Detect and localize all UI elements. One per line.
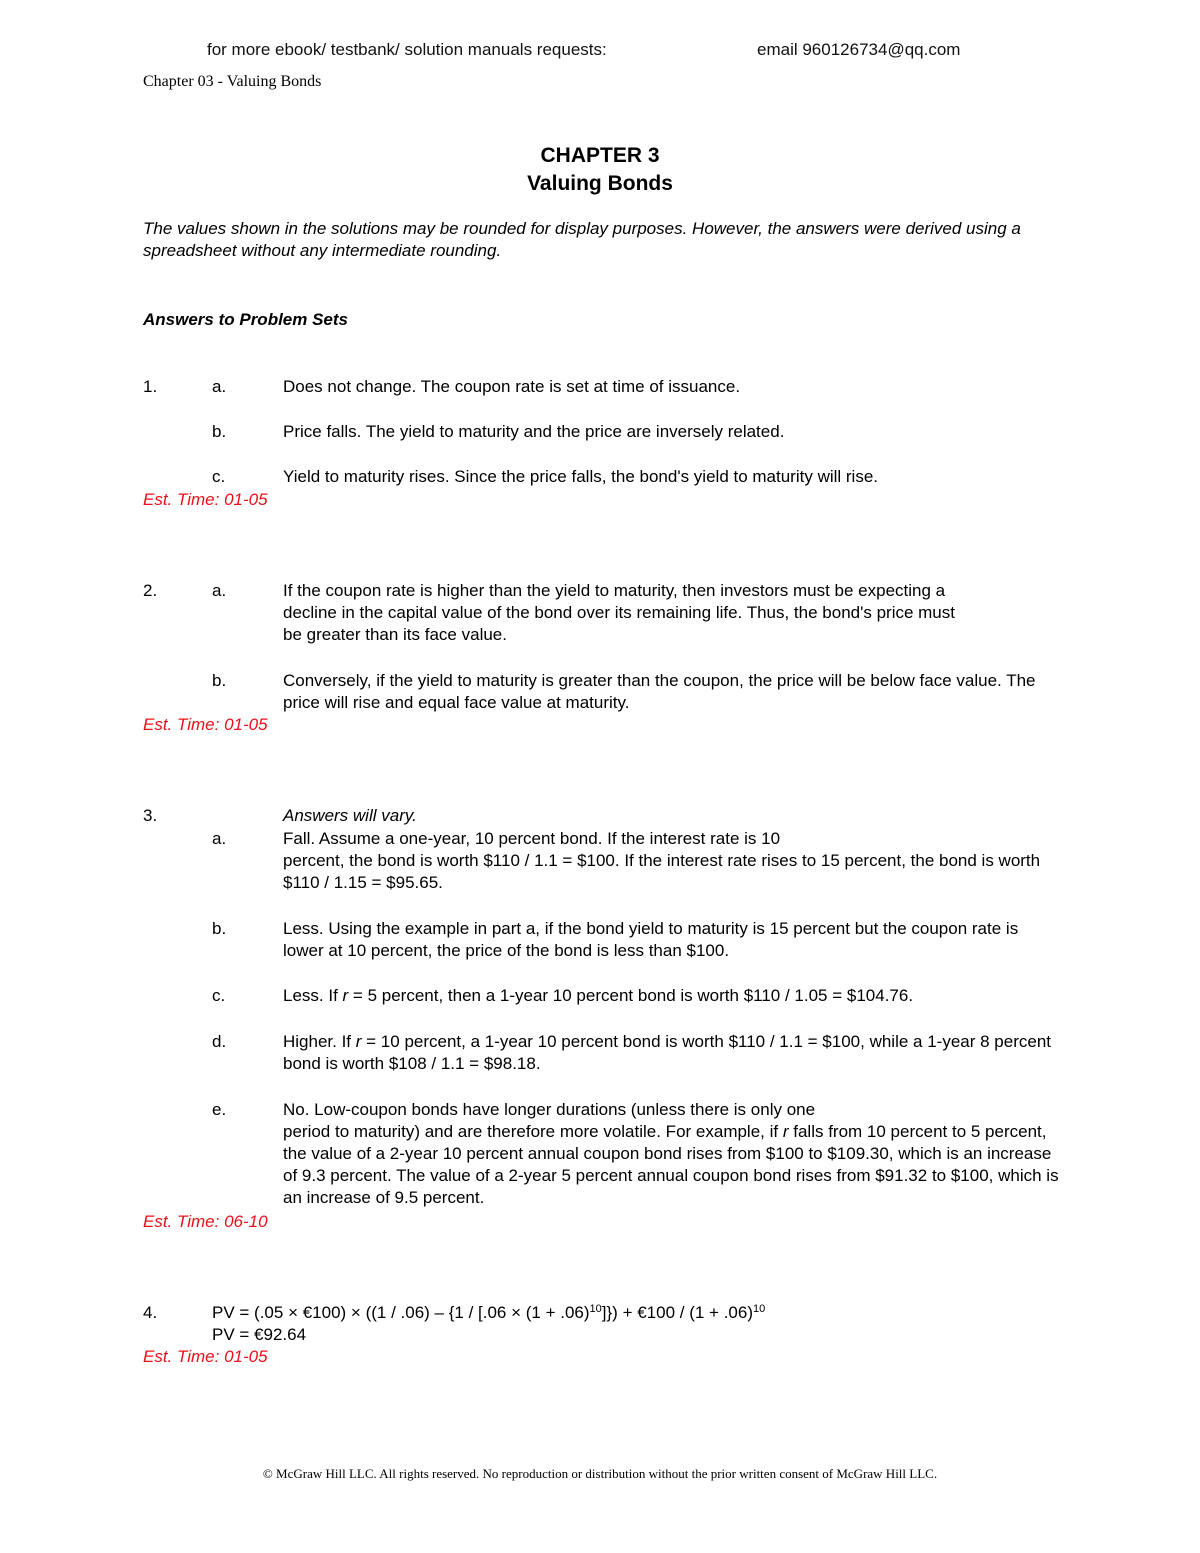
q1a-label: a. — [212, 377, 227, 396]
q1c-label: c. — [212, 467, 226, 486]
q3d-text-pre: Higher. If — [283, 1032, 356, 1051]
q3b-label: b. — [212, 919, 227, 938]
q3b-answer: Less. Using the example in part a, if the bond yield to maturity is 15 percent but the coupon rate is lower at 10 percent, the price of the bond is less than $100. — [283, 919, 1019, 960]
q3a-answer: percent, the bond is worth $110 / 1.1 = $100. If the interest rate rises to 15 percent, the bond is worth $110 / 1.15 = $95.65. — [283, 851, 1041, 892]
q1a-answer: Does not change. The coupon rate is set at time of issuance. — [283, 377, 741, 396]
q4-result: PV = €92.64 — [212, 1325, 307, 1344]
q3a-answer-line1: Fall. Assume a one-year, 10 percent bond. If the interest rate is 10 — [283, 829, 781, 848]
q3e-variable: r — [782, 1122, 789, 1141]
q3e-answer-line1: No. Low-coupon bonds have longer durations (unless there is only one — [283, 1100, 816, 1119]
q3d-answer — [283, 1031, 1063, 1075]
q4-formula-part1: PV = (.05 × €100) × ((1 / .06) – {1 / [.06 × (1 + .06) — [212, 1303, 590, 1322]
q1-est-time: Est. Time: 01-05 — [143, 490, 268, 509]
q3d-label: d. — [212, 1032, 227, 1051]
chapter-title: CHAPTER 3 — [540, 144, 660, 167]
q2-est-time: Est. Time: 01-05 — [143, 715, 268, 734]
q2b-label: b. — [212, 671, 227, 690]
q3d-variable: r — [355, 1032, 362, 1051]
q4-est-time: Est. Time: 01-05 — [143, 1347, 268, 1366]
q3a-label: a. — [212, 829, 227, 848]
q2b-answer: Conversely, if the yield to maturity is greater than the coupon, the price will be below face value. The price will rise and equal face value at maturity. — [283, 671, 1036, 712]
q3c-text-post: = 5 percent, then a 1-year 10 percent bond is worth $110 / 1.05 = $104.76. — [348, 986, 914, 1005]
q3c-text-pre: Less. If — [283, 986, 343, 1005]
copyright-footer: © McGraw Hill LLC. All rights reserved. No reproduction or distribution without the prior written consent of McGraw Hill LLC. — [262, 1466, 938, 1481]
q1c-answer: Yield to maturity rises. Since the price falls, the bond's yield to maturity will rise. — [283, 467, 879, 486]
running-header: Chapter 03 - Valuing Bonds — [143, 73, 322, 90]
q4-exponent-1: 10 — [589, 1303, 602, 1315]
section-title: Answers to Problem Sets — [143, 310, 349, 329]
q3-est-time: Est. Time: 06-10 — [143, 1212, 268, 1231]
q1b-label: b. — [212, 422, 227, 441]
q3-lead: Answers will vary. — [283, 806, 417, 825]
q4-formula — [212, 1302, 765, 1324]
q2a-answer: If the coupon rate is higher than the yield to maturity, then investors must be expecting a decline in the capital value of the bond over its remaining life. Thus, the bond's price must be greater than its face value. — [283, 581, 955, 644]
q3e-answer — [283, 1121, 1063, 1209]
chapter-subtitle: Valuing Bonds — [527, 172, 673, 195]
q3e-text-post: falls from 10 percent to 5 percent, the value of a 2-year 10 percent annual coupon bond rises from $100 to $109.30, which is an increase of 9.3 percent. The value of a 2-year 5 percent annual coupon bond rises from $91.32 to $100, which is an increase of 9.5 percent. — [283, 1122, 1059, 1207]
q2-number: 2. — [143, 581, 158, 600]
q4-formula-part2: ]}) + €100 / (1 + .06) — [601, 1303, 753, 1322]
intro-note: The values shown in the solutions may be rounded for display purposes. However, the answers were derived using a spreadsheet without any intermediate rounding. — [143, 219, 1021, 260]
request-note: for more ebook/ testbank/ solution manuals requests: — [207, 40, 607, 59]
q3c-answer — [283, 985, 913, 1007]
q3c-variable: r — [342, 986, 349, 1005]
q3e-text-pre: period to maturity) and are therefore more volatile. For example, if — [283, 1122, 783, 1141]
q3d-text-post: = 10 percent, a 1-year 10 percent bond is worth $110 / 1.1 = $100, while a 1-year 8 percent bond is worth $108 / 1.1 = $98.18. — [283, 1032, 1051, 1073]
q3e-label: e. — [212, 1100, 227, 1119]
q3-number: 3. — [143, 806, 158, 825]
q2a-label: a. — [212, 581, 227, 600]
q4-exponent-2: 10 — [753, 1303, 766, 1315]
request-email: email 960126734@qq.com — [757, 40, 961, 59]
q3c-label: c. — [212, 986, 226, 1005]
q4-number: 4. — [143, 1303, 158, 1322]
q1b-answer: Price falls. The yield to maturity and the price are inversely related. — [283, 422, 785, 441]
q1-number: 1. — [143, 377, 158, 396]
